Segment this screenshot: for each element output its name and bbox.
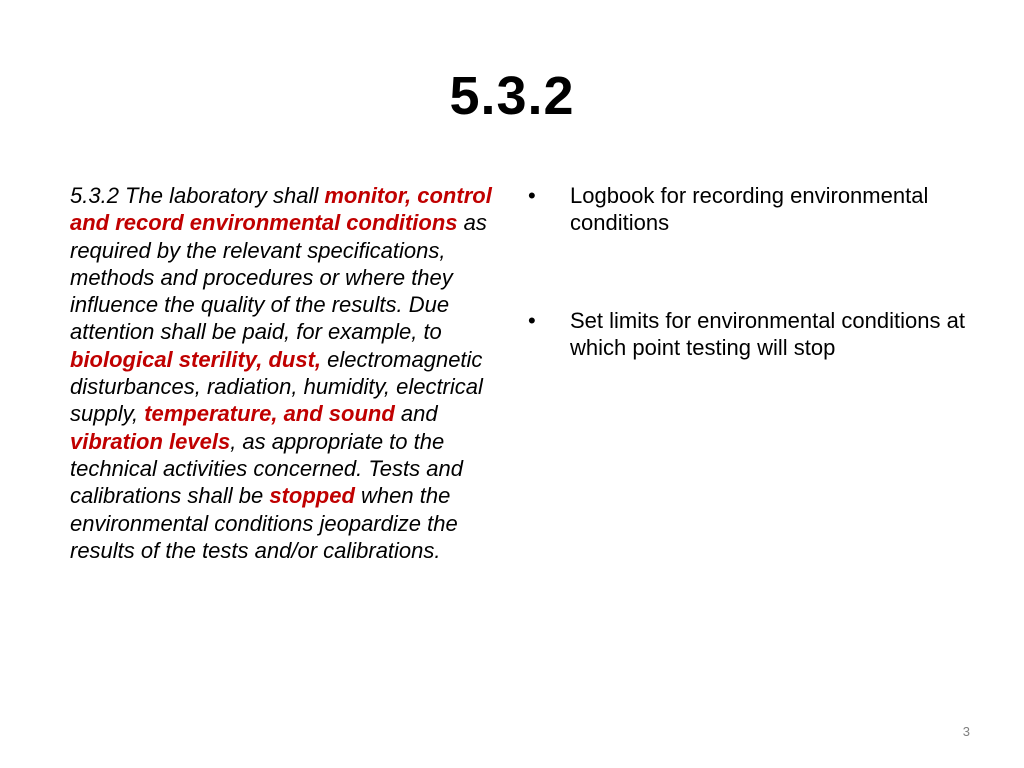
bullet-item (528, 307, 968, 361)
clause-text-segment: and (394, 401, 438, 427)
slide-number: 3 (962, 724, 970, 739)
bullet-text: Logbook for recording environmental conditions (570, 183, 929, 235)
clause-text-segment: , as appropriate to the technical activities concerned. Tests and calibrations shall be (70, 428, 463, 509)
bullet-item (528, 182, 968, 236)
bullet-dot: • (528, 308, 536, 333)
clause-highlight: biological sterility, dust, (70, 346, 322, 372)
clause-highlight: monitor, control and record environmental conditions (70, 183, 492, 236)
slide-title: 5.3.2 (449, 66, 575, 126)
clause-text (70, 182, 500, 564)
bullet-text: Set limits for environmental conditions at which point testing will stop (570, 308, 965, 360)
clause-highlight: vibration levels (70, 428, 231, 454)
clause-text-segment: electromagnetic disturbances, radiation, humidity, electrical supply, (70, 346, 483, 427)
clause-text-segment: as required by the relevant specifications, methods and procedures or where they influence the quality of the results. Due attention shall be paid, for example, to (70, 210, 487, 345)
clause-text-segment: when the environmental conditions jeopardize the results of the tests and/or calibrations. (70, 483, 458, 563)
bullet-dot: • (528, 183, 536, 208)
clause-highlight: stopped (269, 483, 355, 509)
clause-highlight: temperature, and sound (144, 401, 395, 427)
clause-text-segment: 5.3.2 The laboratory shall (70, 183, 325, 208)
